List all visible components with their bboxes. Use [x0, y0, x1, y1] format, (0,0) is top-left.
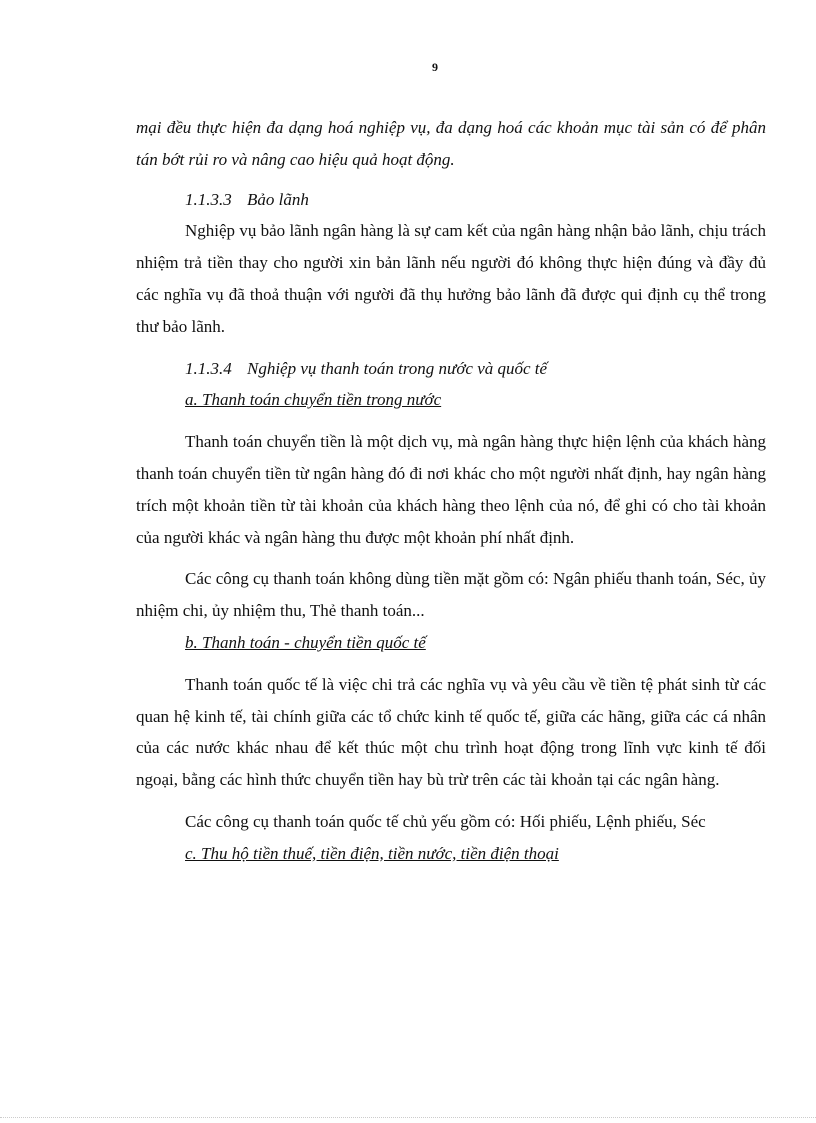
page-number: 9 — [432, 60, 438, 74]
subheading-c: c. Thu hộ tiền thuế, tiền điện, tiền nước, tiền điện thoại — [185, 843, 559, 863]
continuation-paragraph: mại đều thực hiện đa dạng hoá nghiệp vụ, đa dạng hoá các khoản mục tài sản có để phân tán bớt rủi ro và nâng cao hiệu quả hoạt động. — [136, 118, 766, 169]
paragraph-noncash-instruments: Các công cụ thanh toán không dùng tiền mặt gồm có: Ngân phiếu thanh toán, Séc, ủy nhiệm chi, ủy nhiệm thu, Thẻ thanh toán... — [136, 569, 766, 621]
section-heading-1-1-3-4 — [136, 353, 766, 385]
document-body — [136, 112, 766, 870]
paragraph-international-instruments: Các công cụ thanh toán quốc tế chủ yếu gồm có: Hối phiếu, Lệnh phiếu, Séc — [185, 811, 706, 831]
subheading-b: b. Thanh toán - chuyển tiền quốc tế — [185, 632, 426, 652]
section-title: Nghiệp vụ thanh toán trong nước và quốc tế — [247, 358, 548, 378]
section-heading-1-1-3-3 — [136, 184, 766, 216]
paragraph-bao-lanh: Nghiệp vụ bảo lãnh ngân hàng là sự cam kết của ngân hàng nhận bảo lãnh, chịu trách nhiệm trả tiền thay cho người xin bản lãnh nếu người đó không thực hiện đúng và đầy đủ các nghĩa vụ đã thoả thuận với người đã thụ hưởng bảo lãnh đã được qui định cụ thể trong thư bảo lãnh. — [136, 221, 766, 336]
paragraph-domestic-transfer: Thanh toán chuyển tiền là một dịch vụ, mà ngân hàng thực hiện lệnh của khách hàng thanh toán chuyển tiền từ ngân hàng đó đi nơi khác cho một người nhất định, hay ngân hàng trích một khoản tiền từ tài khoản của khách hàng theo lệnh của nó, để ghi có cho tài khoản của người khác và ngân hàng thu được một khoản phí nhất định. — [136, 432, 766, 547]
page-bottom-border — [0, 1117, 816, 1118]
paragraph-international-payment: Thanh toán quốc tế là việc chi trả các nghĩa vụ và yêu cầu về tiền tệ phát sinh từ các quan hệ kinh tế, tài chính giữa các tổ chức kinh tế quốc tế, giữa các hãng, giữa các cá nhân của các nước khác nhau để kết thúc một chu trình hoạt động trong lĩnh vực kinh tế đối ngoại, bằng các hình thức chuyển tiền hay bù trừ trên các tài khoản tại các ngân hàng. — [136, 674, 766, 790]
section-title: Bảo lãnh — [247, 189, 309, 209]
section-number: 1.1.3.4 — [185, 358, 232, 378]
section-number: 1.1.3.3 — [185, 189, 232, 209]
subheading-a: a. Thanh toán chuyển tiền trong nước — [185, 390, 442, 410]
